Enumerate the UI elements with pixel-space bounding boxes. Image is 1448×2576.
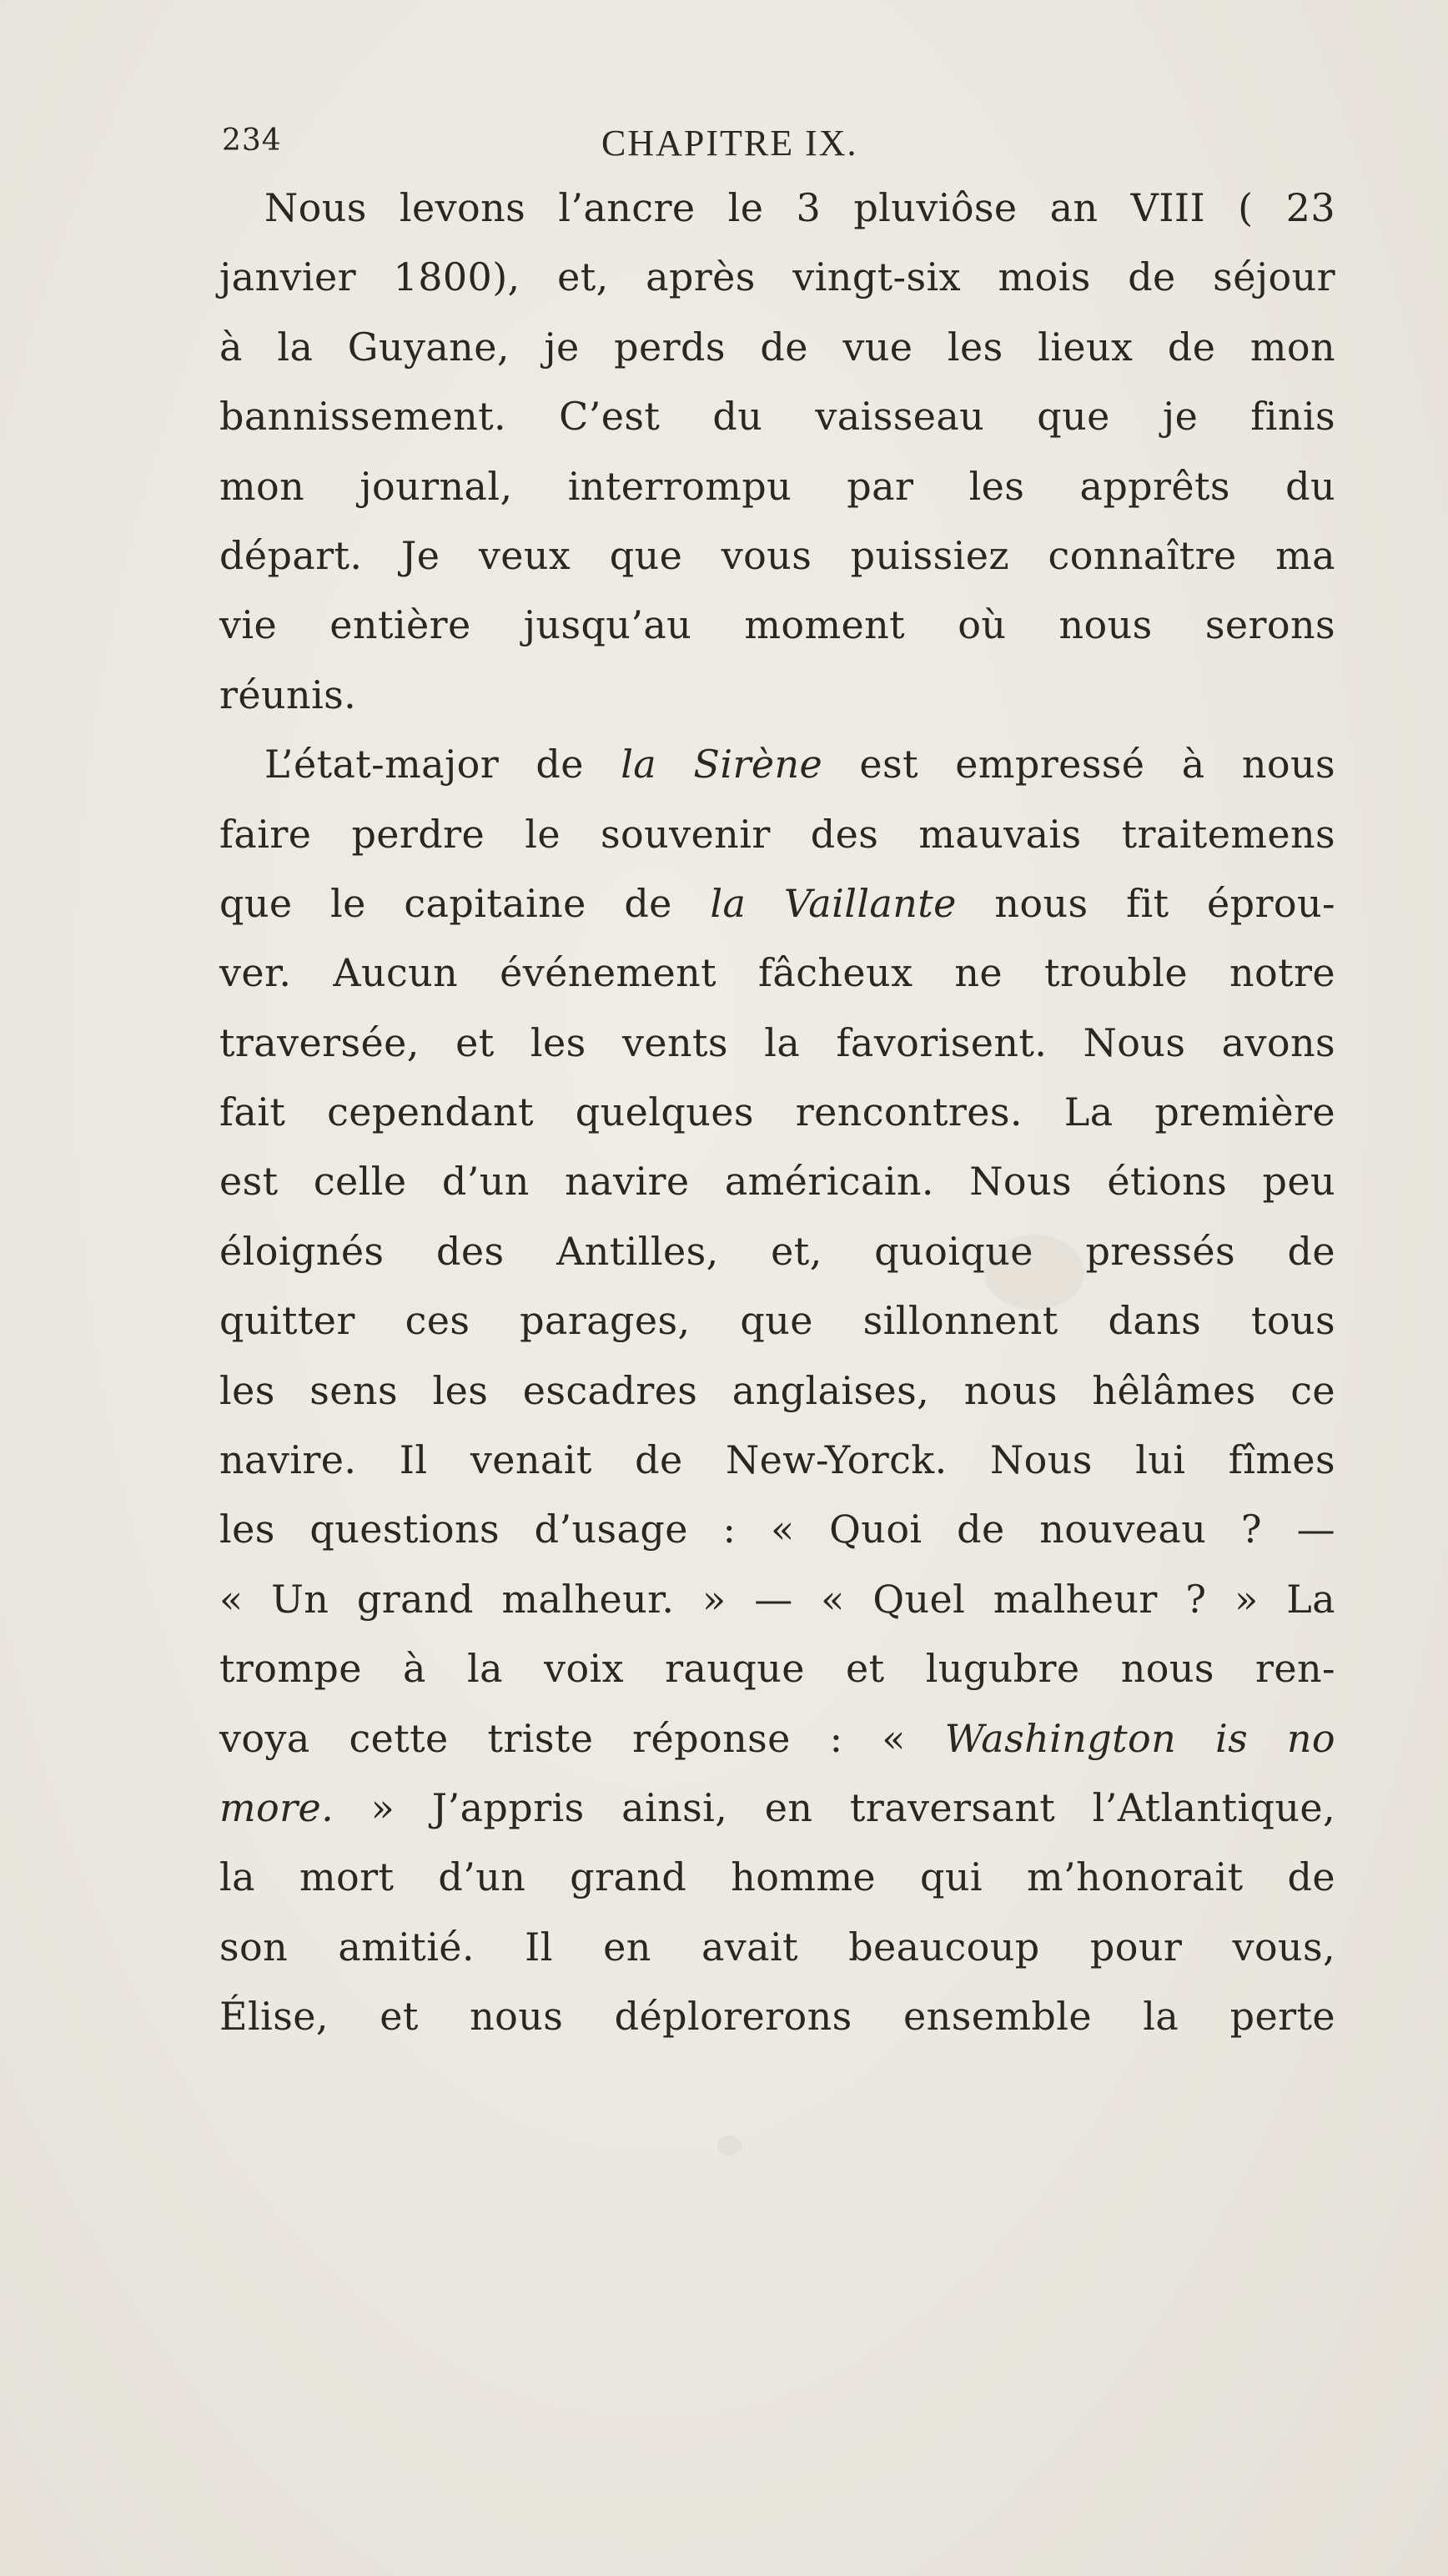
text-line: fait cependant quelques rencontres. La première [219, 1089, 1335, 1135]
text-line: Élise, et nous déplorerons ensemble la perte [219, 1994, 1335, 2040]
text-line: départ. Je veux que vous puissiez connaître ma [219, 532, 1335, 578]
quote-italic: Washington is no [944, 1715, 1335, 1761]
text-line: voya cette triste réponse : « Washington is no [219, 1715, 1335, 1761]
ship-name-italic: la Sirène [621, 742, 823, 787]
text-line: Nous levons l’ancre le 3 pluviôse an VIII ( 23 [264, 185, 1335, 230]
text-line: à la Guyane, je perds de vue les lieux de mon [219, 324, 1335, 370]
text-line: éloignés des Antilles, et, quoique pressés de [219, 1228, 1335, 1274]
ship-name-italic: la Vaillante [710, 880, 957, 926]
text-line: traversée, et les vents la favorisent. Nous avons [219, 1019, 1335, 1065]
text-line: les questions d’usage : « Quoi de nouveau ? — [219, 1507, 1335, 1552]
text-line: son amitié. Il en avait beaucoup pour vous, [219, 1924, 1335, 1970]
quote-italic: more. [219, 1784, 334, 1830]
text-line: janvier 1800), et, après vingt-six mois de séjour [219, 254, 1335, 300]
text-line: navire. Il venait de New-Yorck. Nous lui fîmes [219, 1437, 1335, 1483]
text-line: les sens les escadres anglaises, nous hêlâmes ce [219, 1367, 1335, 1413]
running-head: CHAPITRE IX. [601, 123, 858, 164]
text-line: quitter ces parages, que sillonnent dans tous [219, 1298, 1335, 1344]
text-line: bannissement. C’est du vaisseau que je finis [219, 394, 1335, 440]
text-line: mon journal, interrompu par les apprêts du [219, 463, 1335, 509]
text-line: more. » J’appris ainsi, en traversant l’Atlantique, [219, 1784, 1335, 1830]
text-line: « Un grand malheur. » — « Quel malheur ? » La [219, 1576, 1335, 1622]
paper-stain [717, 2136, 742, 2156]
text-line: réunis. [219, 672, 357, 717]
text-line: la mort d’un grand homme qui m’honorait de [219, 1854, 1335, 1900]
text-line: faire perdre le souvenir des mauvais traitemens [219, 811, 1335, 857]
text-line: trompe à la voix rauque et lugubre nous ren- [219, 1646, 1335, 1692]
page-header [222, 123, 1373, 174]
text-line: vie entière jusqu’au moment où nous serons [219, 602, 1335, 648]
text-line: que le capitaine de la Vaillante nous fit éprou- [219, 880, 1335, 926]
text-line: ver. Aucun événement fâcheux ne trouble notre [219, 950, 1335, 996]
page-number: 234 [222, 123, 282, 158]
text-line: L’état-major de la Sirène est empressé à nous [264, 742, 1335, 787]
body-text [219, 174, 1335, 2052]
text-line: est celle d’un navire américain. Nous étions peu [219, 1159, 1335, 1205]
